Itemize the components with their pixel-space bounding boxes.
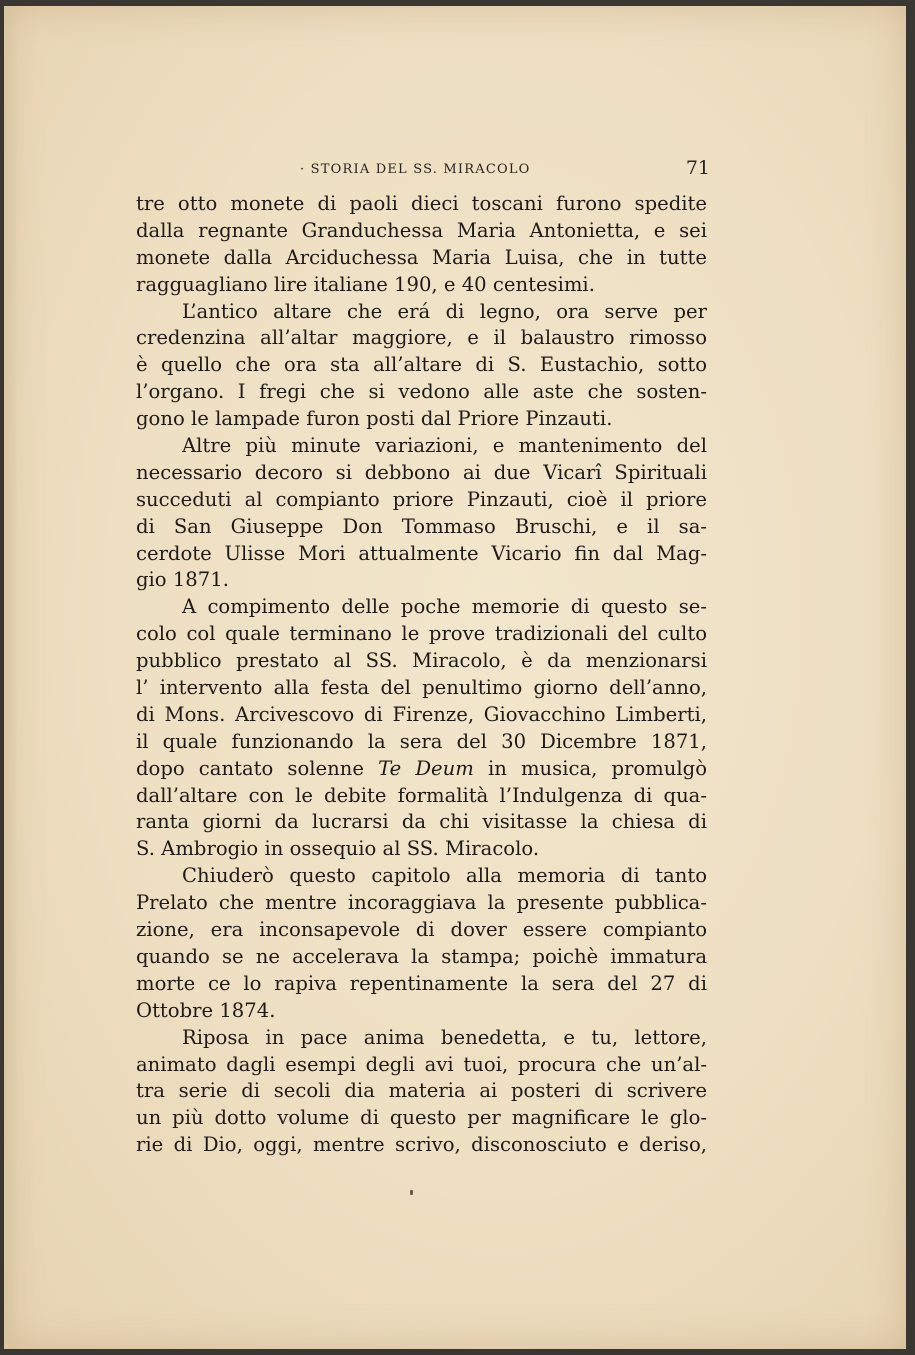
text-line: morte ce lo rapiva repentinamente la sera del 27 di [136,971,707,995]
text-line: animato dagli esempi degli avi tuoi, procura che un’al- [136,1052,707,1076]
page-gutter-shadow [4,6,18,1349]
text-line: gono le lampade furon posti dal Priore Pinzauti. [136,407,613,431]
paragraph-first-line: Riposa in pace anima benedetta, e tu, lettore, [182,1025,707,1049]
text-line: pubblico prestato al SS. Miracolo, è da menzionarsi [136,649,707,673]
text-line: necessario decoro si debbono ai due Vicarî Spirituali [136,460,707,484]
print-speck [410,1190,413,1195]
text-line: tre otto monete di paoli dieci toscani furono spedite [136,192,707,215]
text-line: Ottobre 1874. [136,998,276,1022]
text-line: credenzina all’altar maggiore, e il balaustro rimosso [136,326,707,350]
text-line: ranta giorni da lucrarsi da chi visitasse la chiesa di [136,810,707,834]
text-line: l’organo. I fregi che si vedono alle aste che sosten- [136,380,707,404]
text-line: cerdote Ulisse Mori attualmente Vicario fin dal Mag- [136,541,707,565]
text-line: di Mons. Arcivescovo di Firenze, Giovacchino Limberti, [136,702,707,726]
italic-title: Te Deum [378,756,474,780]
text-line: ragguagliano lire italiane 190, e 40 centesimi. [136,272,595,296]
page-header [300,157,710,184]
text-line: l’ intervento alla festa del penultimo giorno dell’anno, [136,676,707,700]
text-segment: in musica, promulgò [473,756,707,780]
text-line: monete dalla Arciduchessa Maria Luisa, che in tutte [136,245,707,269]
paragraph-first-line: A compimento delle poche memorie di questo se- [182,595,707,619]
text-line-te-deum [136,756,707,783]
paragraph-first-line: Chiuderò questo capitolo alla memoria di tanto [182,864,707,888]
text-line: gio 1871. [136,568,229,592]
text-line: Prelato che mentre incoraggiava la presente pubblica- [136,891,707,915]
page-number: 71 [685,157,710,179]
text-line: colo col quale terminano le prove tradizionali del culto [136,622,707,646]
text-line: dall’altare con le debite formalità l’Indulgenza di qua- [136,783,707,807]
paragraph-first-line: Altre più minute variazioni, e mantenimento del [182,434,707,458]
text-line: un più dotto volume di questo per magnificare le glo- [136,1106,707,1130]
text-line: tra serie di secoli dia materia ai posteri di scrivere [136,1079,707,1103]
text-line: zione, era inconsapevole di dover essere compianto [136,918,707,942]
body-text [136,191,707,1159]
running-head: · STORIA DEL SS. MIRACOLO [300,162,531,177]
text-line: quando se ne accelerava la stampa; poichè immatura [136,944,707,968]
paragraph-first-line: L’antico altare che erá di legno, ora serve per [182,299,707,323]
text-line: dalla regnante Granduchessa Maria Antonietta, e sei [136,218,707,242]
text-line: rie di Dio, oggi, mentre scrivo, disconosciuto e deriso, [136,1133,707,1157]
text-line: di San Giuseppe Don Tommaso Bruschi, e il sa- [136,514,707,538]
text-line: è quello che ora sta all’altare di S. Eustachio, sotto [136,353,707,377]
text-segment: dopo cantato solenne [136,756,379,780]
text-line: il quale funzionando la sera del 30 Dicembre 1871, [136,729,707,753]
text-line: S. Ambrogio in ossequio al SS. Miracolo. [136,837,540,861]
text-line: succeduti al compianto priore Pinzauti, cioè il priore [136,487,707,511]
